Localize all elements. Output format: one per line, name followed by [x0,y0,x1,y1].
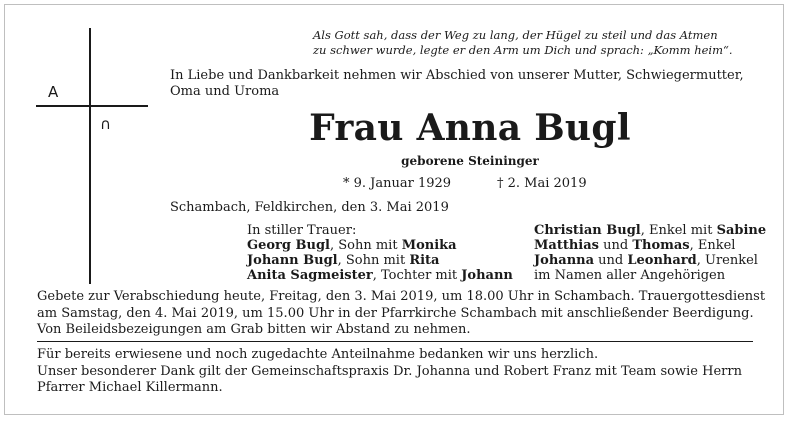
omega-symbol: ∩ [100,115,111,133]
mourners-left-column [247,223,513,283]
cross-horizontal-bar [36,105,148,107]
quote-line: zu schwer wurde, legte er den Arm um Dich und sprach: „Komm heim“. [313,43,733,57]
mourner-line: Georg Bugl, Sohn mit Monika [247,238,457,253]
funeral-line: Von Beileidsbezeigungen am Grab bitten wir Abstand zu nehmen. [37,322,471,337]
thanks-line: Pfarrer Michael Killermann. [37,380,223,395]
mourner-line: Christian Bugl, Enkel mit Sabine [534,223,767,238]
death-date: † 2. Mai 2019 [497,176,587,191]
section-divider [37,341,753,342]
funeral-line: am Samstag, den 4. Mai 2019, um 15.00 Uhr in der Pfarrkirche Schambach mit anschließender Beerdigung. [37,305,754,321]
thanks-text [37,347,742,397]
funeral-details [37,289,765,339]
cross-vertical-bar [89,28,91,284]
mourner-line: Johanna und Leonhard, Urenkel [534,253,758,268]
birth-date: * 9. Januar 1929 [343,176,452,191]
thanks-line: Unser besonderer Dank gilt der Gemeinschaftspraxis Dr. Johanna und Robert Franz mit Team sowie Herrn [37,363,742,379]
mourners-right-column [534,223,766,283]
mourner-line: im Namen aller Angehörigen [534,268,726,283]
mourner-line: Johann Bugl, Sohn mit Rita [247,253,440,268]
mourner-line: Matthias und Thomas, Enkel [534,238,736,253]
intro-text [170,68,744,100]
quote-line: Als Gott sah, dass der Weg zu lang, der Hügel zu steil und das Atmen [313,28,718,42]
mourner-line: Anita Sagmeister, Tochter mit Johann [247,268,513,283]
memorial-quote [313,28,733,58]
place-and-date: Schambach, Feldkirchen, den 3. Mai 2019 [170,200,449,215]
maiden-name: geborene Steininger [401,154,539,168]
funeral-line: Gebete zur Verabschiedung heute, Freitag, den 3. Mai 2019, um 18.00 Uhr in Schambach. Trauergottesdienst [37,289,766,304]
intro-line: In Liebe und Dankbarkeit nehmen wir Abschied von unserer Mutter, Schwiegermutter, [170,68,744,83]
mourner-line: In stiller Trauer: [247,223,357,238]
deceased-name: Frau Anna Bugl [309,107,631,149]
thanks-line: Für bereits erwiesene und noch zugedachte Anteilnahme bedanken wir uns herzlich. [37,347,599,362]
alpha-symbol: A [48,83,59,101]
intro-line: Oma und Uroma [170,84,280,99]
